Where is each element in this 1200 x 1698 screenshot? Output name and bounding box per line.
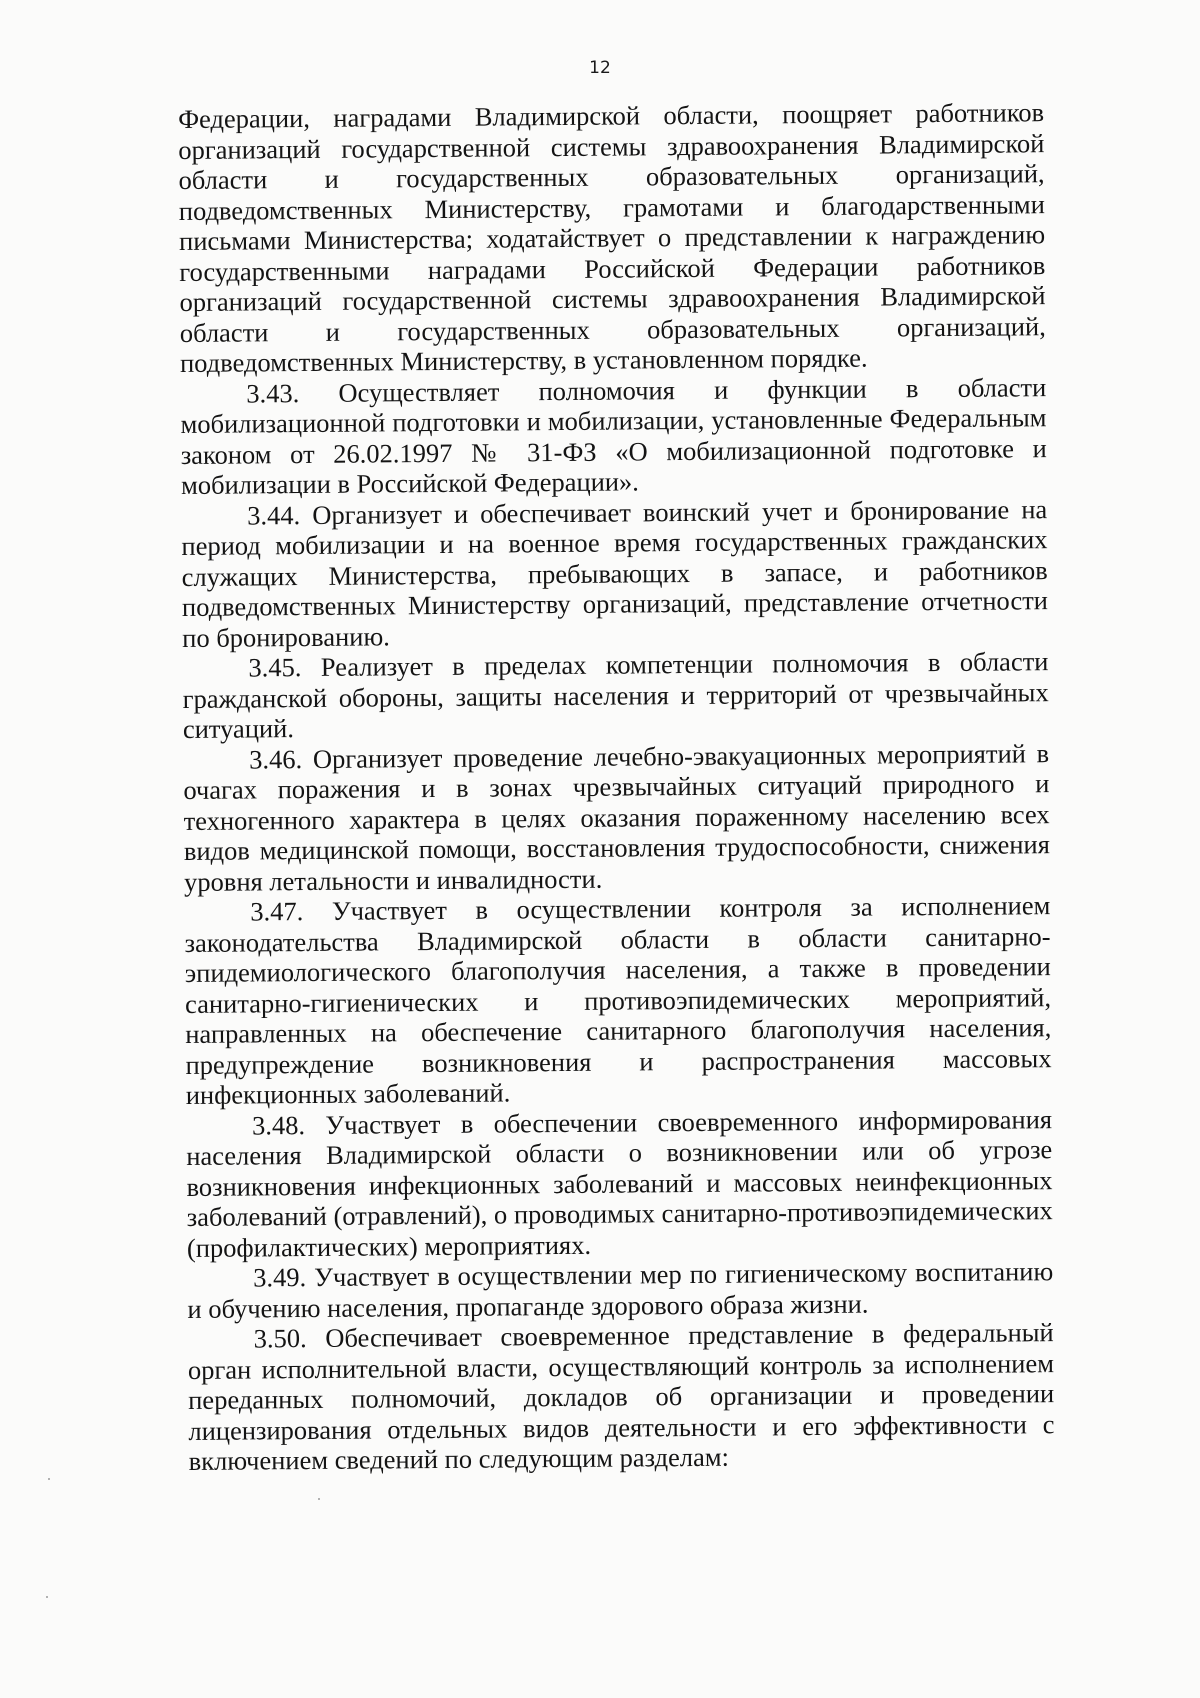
paragraph-3-47: 3.47. Участвует в осуществлении контроля за исполнением законодательства Владимирской области в области санитарно-эпидемиологического благополучия населения, а также в проведении санитарно-гигиенических и противоэпидемических мероприятий, направленных на обеспечение санитарного благополучия населения, предупреждение возникновения и распространения массовых инфекционных заболеваний. (184, 890, 1052, 1110)
paragraph-3-48: 3.48. Участвует в обеспечении своевременного информирования населения Владимирской области о возникновении или об угрозе возникновения инфекционных заболеваний и массовых неинфекционных заболеваний (отравлений), о проводимых санитарно-противоэпидемических (профилактических) мероприятиях. (186, 1103, 1053, 1263)
paragraph-3-49: 3.49. Участвует в осуществлении мер по гигиеническому воспитанию и обучению населения, пропаганде здорового образа жизни. (187, 1256, 1054, 1324)
paragraph-3-43: 3.43. Осуществляет полномочия и функции в области мобилизационной подготовки и мобилизации, установленные Федеральным законом от 26.02.1997 № 31-ФЗ «О мобилизационной подготовке и мобилизации в Российской Федерации». (180, 371, 1047, 500)
page-number: 12 (589, 58, 611, 78)
scan-speck (46, 1596, 48, 1598)
scan-speck (48, 1478, 50, 1480)
paragraph-3-50: 3.50. Обеспечивает своевременное представление в федеральный орган исполнительной власти, осуществляющий контроль за исполнением переданных полномочий, докладов об организации и проведении лицензирования отдельных видов деятельности и его эффективности с включением сведений по следующим разделам: (187, 1317, 1055, 1476)
paragraph-3-45: 3.45. Реализует в пределах компетенции полномочия в области гражданской обороны, защиты населения и территорий от чрезвычайных ситуаций. (182, 646, 1049, 744)
paragraph-continuation: Федерации, наградами Владимирской области, поощряет работников организаций государственной системы здравоохранения Владимирской области и государственных образовательных организаций, подведомственных Министерству, грамотами и благодарственными письмами Министерства; ходатайствует о представлении к награждению государственными наградами Российской Федерации работников организаций государственной системы здравоохранения Владимирской области и государственных образовательных организаций, подведомственных Министерству, в установленном порядке. (178, 97, 1046, 378)
paragraph-3-46: 3.46. Организует проведение лечебно-эвакуационных мероприятий в очагах поражения и в зонах чрезвычайных ситуаций природного и техногенного характера в целях оказания пораженному населению всех видов медицинской помощи, восстановления трудоспособности, снижения уровня летальности и инвалидности. (183, 737, 1050, 897)
scan-speck (318, 1498, 320, 1500)
paragraph-3-44: 3.44. Организует и обеспечивает воинский учет и бронирование на период мобилизации и на военное время государственных гражданских служащих Министерства, пребывающих в запасе, и работников подведомственных Министерству организаций, представление отчетности по бронированию. (181, 493, 1049, 653)
document-body (178, 97, 1055, 1476)
